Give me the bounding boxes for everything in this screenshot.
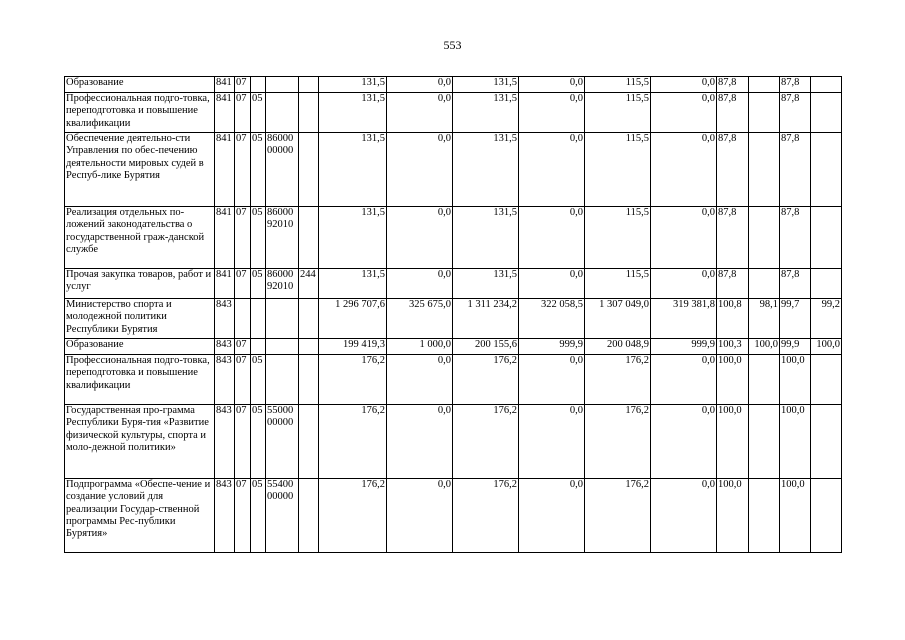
cell-c5 bbox=[299, 133, 319, 207]
cell-n6: 0,0 bbox=[651, 479, 717, 553]
table-row bbox=[65, 133, 842, 207]
cell-n6: 0,0 bbox=[651, 355, 717, 405]
cell-c3 bbox=[251, 339, 266, 355]
cell-c2: 07 bbox=[235, 93, 251, 133]
table-row bbox=[65, 355, 842, 405]
cell-n1: 131,5 bbox=[319, 207, 387, 269]
cell-n1: 199 419,3 bbox=[319, 339, 387, 355]
table-row bbox=[65, 479, 842, 553]
cell-n1: 131,5 bbox=[319, 93, 387, 133]
cell-p1: 87,8 bbox=[717, 269, 749, 299]
table-row bbox=[65, 339, 842, 355]
cell-name: Прочая закупка товаров, работ и услуг bbox=[65, 269, 215, 299]
cell-n2: 1 000,0 bbox=[387, 339, 453, 355]
cell-name: Государственная про-грамма Республики Буря-тия «Развитие физической культуры, спорта и моло-дежной политики» bbox=[65, 405, 215, 479]
cell-c2: 07 bbox=[235, 269, 251, 299]
cell-n1: 131,5 bbox=[319, 269, 387, 299]
cell-c1: 843 bbox=[215, 299, 235, 339]
cell-p1: 87,8 bbox=[717, 77, 749, 93]
cell-n3: 131,5 bbox=[453, 269, 519, 299]
cell-c2: 07 bbox=[235, 479, 251, 553]
cell-p3: 99,9 bbox=[780, 339, 811, 355]
cell-n3: 131,5 bbox=[453, 93, 519, 133]
table-row bbox=[65, 207, 842, 269]
cell-n6: 999,9 bbox=[651, 339, 717, 355]
cell-p4: 100,0 bbox=[811, 339, 842, 355]
cell-c3: 05 bbox=[251, 405, 266, 479]
cell-n6: 0,0 bbox=[651, 269, 717, 299]
cell-c5 bbox=[299, 405, 319, 479]
cell-c4 bbox=[266, 299, 299, 339]
cell-c1: 843 bbox=[215, 339, 235, 355]
cell-p2: 98,1 bbox=[749, 299, 780, 339]
cell-n3: 176,2 bbox=[453, 355, 519, 405]
cell-p3: 99,7 bbox=[780, 299, 811, 339]
cell-n6: 0,0 bbox=[651, 405, 717, 479]
cell-n4: 999,9 bbox=[519, 339, 585, 355]
cell-c3: 05 bbox=[251, 479, 266, 553]
cell-p2 bbox=[749, 479, 780, 553]
cell-n1: 176,2 bbox=[319, 355, 387, 405]
cell-c1: 841 bbox=[215, 93, 235, 133]
cell-c4: 55000 00000 bbox=[266, 405, 299, 479]
cell-p2 bbox=[749, 405, 780, 479]
cell-c4 bbox=[266, 77, 299, 93]
cell-p2 bbox=[749, 355, 780, 405]
cell-n2: 0,0 bbox=[387, 77, 453, 93]
cell-c2: 07 bbox=[235, 77, 251, 93]
cell-p4 bbox=[811, 269, 842, 299]
cell-c5 bbox=[299, 77, 319, 93]
cell-n5: 115,5 bbox=[585, 93, 651, 133]
cell-name: Реализация отдельных по-ложений законодательства о государственной граж-данской службе bbox=[65, 207, 215, 269]
cell-c3: 05 bbox=[251, 133, 266, 207]
cell-c4: 86000 92010 bbox=[266, 269, 299, 299]
cell-c4 bbox=[266, 339, 299, 355]
cell-c1: 843 bbox=[215, 405, 235, 479]
cell-p3: 87,8 bbox=[780, 77, 811, 93]
cell-n5: 176,2 bbox=[585, 355, 651, 405]
cell-c5: 244 bbox=[299, 269, 319, 299]
cell-p1: 100,0 bbox=[717, 355, 749, 405]
cell-c5 bbox=[299, 339, 319, 355]
cell-n3: 1 311 234,2 bbox=[453, 299, 519, 339]
cell-p1: 100,8 bbox=[717, 299, 749, 339]
cell-c1: 843 bbox=[215, 479, 235, 553]
cell-name: Профессиональная подго-товка, переподготовка и повышение квалификации bbox=[65, 355, 215, 405]
cell-n3: 131,5 bbox=[453, 207, 519, 269]
cell-n5: 115,5 bbox=[585, 77, 651, 93]
cell-n4: 0,0 bbox=[519, 405, 585, 479]
cell-p3: 100,0 bbox=[780, 479, 811, 553]
cell-n3: 176,2 bbox=[453, 479, 519, 553]
cell-n3: 176,2 bbox=[453, 405, 519, 479]
cell-p1: 87,8 bbox=[717, 93, 749, 133]
cell-n3: 131,5 bbox=[453, 133, 519, 207]
cell-p2 bbox=[749, 93, 780, 133]
cell-p4 bbox=[811, 479, 842, 553]
page-number: 553 bbox=[443, 38, 462, 52]
cell-n2: 0,0 bbox=[387, 93, 453, 133]
table-row bbox=[65, 405, 842, 479]
cell-c2: 07 bbox=[235, 405, 251, 479]
cell-p1: 87,8 bbox=[717, 207, 749, 269]
cell-c2 bbox=[235, 299, 251, 339]
cell-p4: 99,2 bbox=[811, 299, 842, 339]
table-row bbox=[65, 93, 842, 133]
cell-c5 bbox=[299, 355, 319, 405]
cell-p1: 100,3 bbox=[717, 339, 749, 355]
cell-n4: 0,0 bbox=[519, 133, 585, 207]
cell-c3 bbox=[251, 299, 266, 339]
budget-table bbox=[64, 76, 842, 553]
cell-n5: 200 048,9 bbox=[585, 339, 651, 355]
cell-c3: 05 bbox=[251, 269, 266, 299]
cell-p4 bbox=[811, 207, 842, 269]
cell-c4 bbox=[266, 355, 299, 405]
cell-n1: 176,2 bbox=[319, 479, 387, 553]
cell-c1: 841 bbox=[215, 133, 235, 207]
cell-p2: 100,0 bbox=[749, 339, 780, 355]
cell-c4: 55400 00000 bbox=[266, 479, 299, 553]
cell-n2: 0,0 bbox=[387, 355, 453, 405]
cell-n5: 115,5 bbox=[585, 269, 651, 299]
cell-n2: 0,0 bbox=[387, 405, 453, 479]
cell-p3: 87,8 bbox=[780, 207, 811, 269]
table-row bbox=[65, 299, 842, 339]
table-row bbox=[65, 269, 842, 299]
cell-c2: 07 bbox=[235, 339, 251, 355]
cell-name: Образование bbox=[65, 77, 215, 93]
cell-c2: 07 bbox=[235, 355, 251, 405]
cell-c1: 841 bbox=[215, 269, 235, 299]
cell-name: Подпрограмма «Обеспе-чение и создание условий для реализации Государ-ственной программы Рес-публики Бурятия» bbox=[65, 479, 215, 553]
cell-p3: 100,0 bbox=[780, 405, 811, 479]
cell-c4: 86000 92010 bbox=[266, 207, 299, 269]
cell-c2: 07 bbox=[235, 207, 251, 269]
cell-n4: 322 058,5 bbox=[519, 299, 585, 339]
cell-c1: 841 bbox=[215, 77, 235, 93]
cell-name: Образование bbox=[65, 339, 215, 355]
cell-c4: 86000 00000 bbox=[266, 133, 299, 207]
cell-p2 bbox=[749, 269, 780, 299]
cell-p1: 87,8 bbox=[717, 133, 749, 207]
cell-c2: 07 bbox=[235, 133, 251, 207]
cell-c5 bbox=[299, 299, 319, 339]
cell-n2: 0,0 bbox=[387, 133, 453, 207]
cell-c3: 05 bbox=[251, 207, 266, 269]
cell-c3: 05 bbox=[251, 93, 266, 133]
cell-p3: 87,8 bbox=[780, 93, 811, 133]
cell-p2 bbox=[749, 77, 780, 93]
cell-n4: 0,0 bbox=[519, 355, 585, 405]
cell-p4 bbox=[811, 133, 842, 207]
cell-c3: 05 bbox=[251, 355, 266, 405]
cell-p4 bbox=[811, 405, 842, 479]
cell-n3: 131,5 bbox=[453, 77, 519, 93]
cell-n5: 176,2 bbox=[585, 479, 651, 553]
cell-p4 bbox=[811, 93, 842, 133]
cell-n6: 319 381,8 bbox=[651, 299, 717, 339]
cell-p2 bbox=[749, 207, 780, 269]
cell-p1: 100,0 bbox=[717, 479, 749, 553]
cell-p2 bbox=[749, 133, 780, 207]
cell-n4: 0,0 bbox=[519, 269, 585, 299]
cell-n2: 0,0 bbox=[387, 207, 453, 269]
cell-n4: 0,0 bbox=[519, 479, 585, 553]
cell-n5: 115,5 bbox=[585, 133, 651, 207]
cell-p1: 100,0 bbox=[717, 405, 749, 479]
cell-name: Обеспечение деятельно-сти Управления по обес-печению деятельности мировых судей в Респуб-лике Бурятия bbox=[65, 133, 215, 207]
cell-c5 bbox=[299, 479, 319, 553]
cell-n1: 131,5 bbox=[319, 77, 387, 93]
cell-n5: 1 307 049,0 bbox=[585, 299, 651, 339]
cell-c3 bbox=[251, 77, 266, 93]
cell-n6: 0,0 bbox=[651, 207, 717, 269]
cell-c1: 843 bbox=[215, 355, 235, 405]
cell-n2: 325 675,0 bbox=[387, 299, 453, 339]
cell-n2: 0,0 bbox=[387, 269, 453, 299]
cell-c4 bbox=[266, 93, 299, 133]
cell-n2: 0,0 bbox=[387, 479, 453, 553]
cell-n5: 115,5 bbox=[585, 207, 651, 269]
cell-n1: 176,2 bbox=[319, 405, 387, 479]
cell-p3: 100,0 bbox=[780, 355, 811, 405]
table-row bbox=[65, 77, 842, 93]
cell-p3: 87,8 bbox=[780, 269, 811, 299]
cell-c5 bbox=[299, 93, 319, 133]
cell-name: Министерство спорта и молодежной политики Республики Бурятия bbox=[65, 299, 215, 339]
cell-p4 bbox=[811, 77, 842, 93]
cell-p3: 87,8 bbox=[780, 133, 811, 207]
cell-n6: 0,0 bbox=[651, 77, 717, 93]
cell-c5 bbox=[299, 207, 319, 269]
cell-n3: 200 155,6 bbox=[453, 339, 519, 355]
cell-n6: 0,0 bbox=[651, 93, 717, 133]
cell-n1: 1 296 707,6 bbox=[319, 299, 387, 339]
cell-c1: 841 bbox=[215, 207, 235, 269]
cell-n6: 0,0 bbox=[651, 133, 717, 207]
cell-n4: 0,0 bbox=[519, 93, 585, 133]
cell-name: Профессиональная подго-товка, переподготовка и повышение квалификации bbox=[65, 93, 215, 133]
cell-n4: 0,0 bbox=[519, 207, 585, 269]
cell-n4: 0,0 bbox=[519, 77, 585, 93]
cell-n5: 176,2 bbox=[585, 405, 651, 479]
cell-p4 bbox=[811, 355, 842, 405]
cell-n1: 131,5 bbox=[319, 133, 387, 207]
